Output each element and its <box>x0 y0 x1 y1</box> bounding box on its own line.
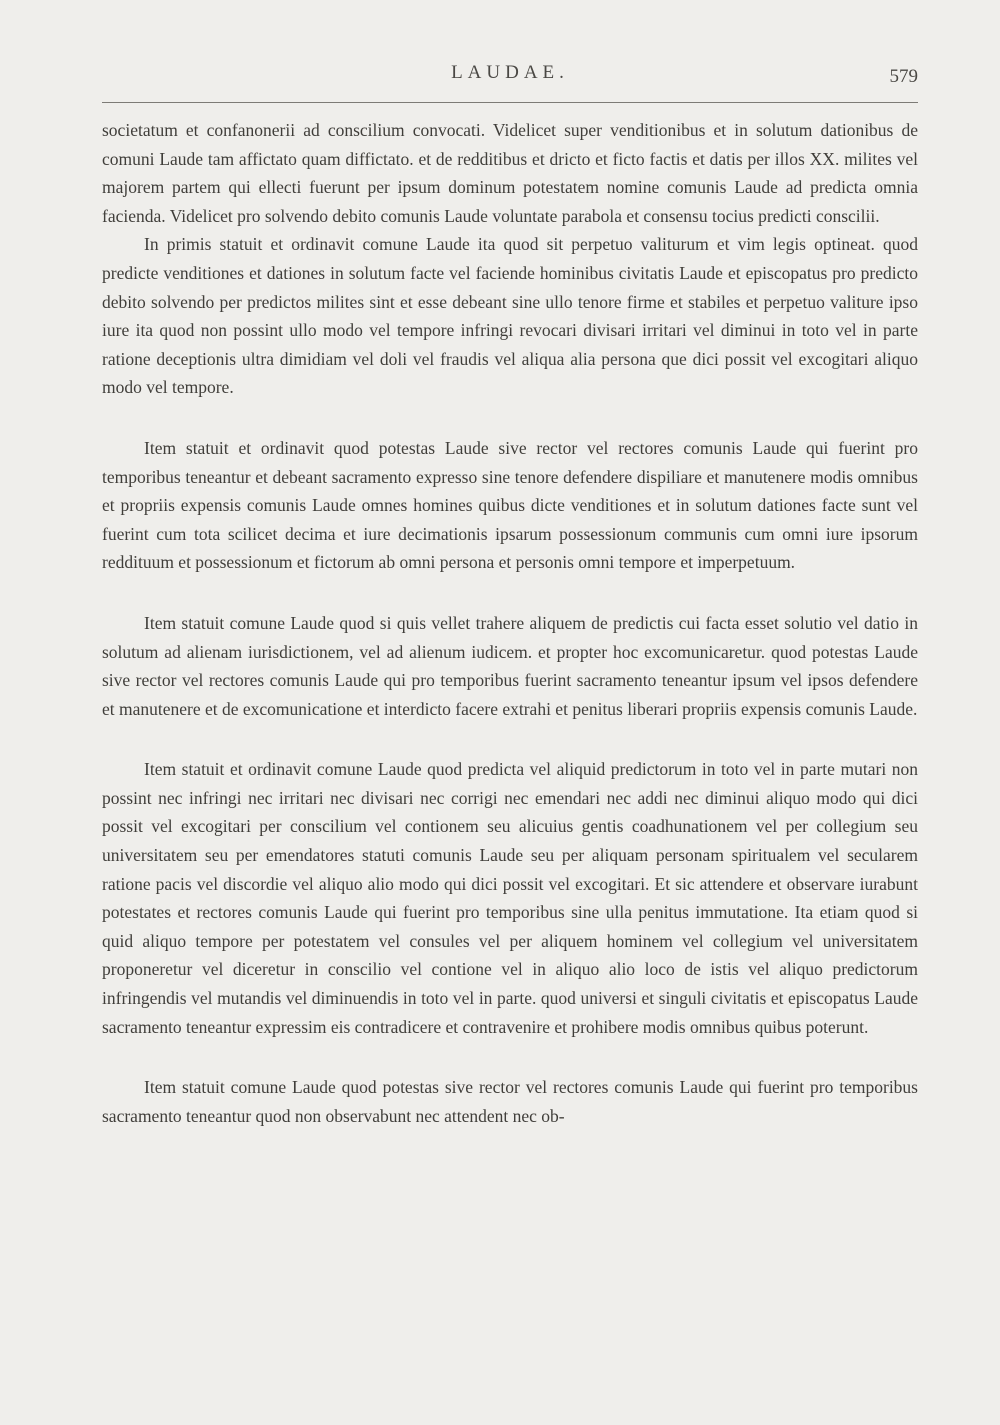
paragraph-item-mutari: Item statuit et ordinavit comune Laude quod predicta vel aliquid predictorum in toto vel in parte mutari non possint nec infringi nec irritari nec divisari nec corrigi nec emendari nec addi nec diminui aliquo modo qui dici possit vel excogitari per conscilium vel contionem seu alicuius gentis coadhunationem vel per collegium seu universitatem seu per emendatores statuti comunis Laude seu per aliquam personam spiritualem vel secularem ratione pacis vel discordie vel aliquo alio modo qui dici possit vel excogitari. Et sic attendere et observare iurabunt potestates et rectores comunis Laude qui fuerint pro temporibus sine ulla penitus immutatione. Ita etiam quod si quid aliquo tempore per potestatem vel consules vel per aliquem hominem vel collegium vel universitatem proponeretur vel diceretur in conscilio vel contione vel in aliquo alio loco de istis vel aliquo predictorum infringendis vel mutandis vel diminuendis in toto vel in parte. quod universi et singuli civitatis et episcopatus Laude sacramento teneantur expressim eis contradicere et contravenire et prohibere modis omnibus quibus poterunt. <box>102 759 918 1037</box>
running-title: LAUDAE. <box>451 62 569 83</box>
paragraph-gap <box>102 723 918 755</box>
paragraph-gap <box>102 577 918 609</box>
page-number: 579 <box>889 66 918 87</box>
paragraph-in-primis: In primis statuit et ordinavit comune Laude ita quod sit perpetuo valiturum et vim legis optineat. quod predicte venditiones et dationes in solutum facte vel faciende hominibus civitatis Laude et episcopatus pro predicto debito solvendo per predictos milites sint et esse debeant sine ullo tenore firme et stabiles et perpetuo valiture ipso iure ita quod non possint ullo modo vel tempore infringi revocari divisari irritari vel diminui in toto vel in parte ratione deceptionis ultra dimidiam vel doli vel fraudis vel aliqua alia persona que dici possit vel excogitari aliquo modo vel tempore. <box>102 234 918 398</box>
page-header <box>102 60 918 104</box>
paragraph-continuation: societatum et confanonerii ad conscilium convocati. Videlicet super venditionibus et in solutum dationibus de comuni Laude tam affictato quam diffictato. et de redditibus et dricto et ficto factis et datis per illos XX. milites vel majorem partem qui ellecti fuerunt per ipsum dominum potestatem nomine comunis Laude ad predicta omnia facienda. Videlicet pro solvendo debito comunis Laude voluntate parabola et consensu tocius predicti conscilii. <box>102 120 918 226</box>
paragraph-gap <box>102 1041 918 1073</box>
paragraph-item-defendere: Item statuit et ordinavit quod potestas Laude sive rector vel rectores comunis Laude qui fuerint pro temporibus teneantur et debeant sacramento expresso sine tenore defendere dispiliare et manutenere modis omnibus et propriis expensis comunis Laude omnes homines quibus dicte venditiones et in solutum dationes facte sunt vel fuerint cum tota scilicet decima et iure decimationis ipsarum possessionum communis cum omni iure ipsorum reddituum et possessionum et fictorum ab omni persona et personis omni tempore et imperpetuum. <box>102 437 918 573</box>
paragraph-item-observabunt: Item statuit comune Laude quod potestas sive rector vel rectores comunis Laude qui fuerint pro temporibus sacramento teneantur quod non observabunt nec attendent nec ob- <box>102 1077 918 1126</box>
paragraph-item-iurisdictionem: Item statuit comune Laude quod si quis vellet trahere aliquem de predictis cui facta esset solutio vel datio in solutum ad alienam iurisdictionem, vel ad alienum iudicem. et propter hoc excomunicaretur. quod potestas Laude sive rector vel rectores comunis Laude qui pro temporibus fuerint sacramento teneantur ipsum vel ipsos defendere et manutenere et de excomunicatione et interdicto facere extrahi et penitus liberari propriis expensis comunis Laude. <box>102 612 918 719</box>
header-rule <box>102 102 918 103</box>
page-body <box>102 116 918 1130</box>
paragraph-gap <box>102 402 918 434</box>
